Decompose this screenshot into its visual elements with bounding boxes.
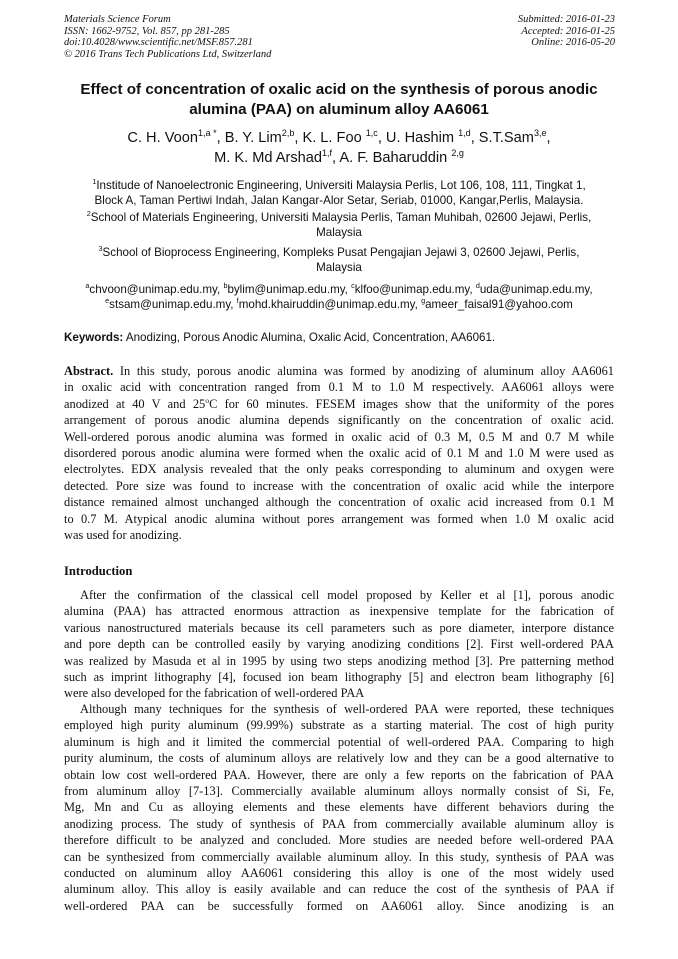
author-sup: 1,c bbox=[365, 128, 378, 139]
affiliation-1-line-1 bbox=[58, 178, 620, 193]
author-sup: 1,f bbox=[321, 148, 333, 159]
paragraph-line: therefore difficult to be analyzed and concluded. More studies are needed before well-ordered PAA bbox=[64, 833, 614, 848]
email-sup: e bbox=[105, 296, 110, 306]
affiliation-sup: 1 bbox=[92, 177, 97, 187]
author-name: , B. Y. Lim bbox=[216, 130, 282, 146]
author-sup: 2,g bbox=[451, 148, 464, 159]
abstract-line bbox=[64, 396, 614, 412]
paragraph-line: anodizing process. The study of synthesis of PAA from commercially available aluminum alloy is bbox=[64, 816, 614, 831]
submission-dates bbox=[518, 14, 615, 49]
email-link[interactable]: klfoo@unimap.edu.my, bbox=[354, 283, 476, 296]
abstract-text: anodized at 40 V and 25 bbox=[64, 396, 206, 411]
affiliation-sup: 2 bbox=[86, 209, 91, 219]
author-name: C. H. Voon bbox=[127, 130, 198, 146]
paragraph-line: After the confirmation of the classical cell model proposed by Keller et al [1], porous anodic bbox=[80, 588, 614, 602]
author-sup: 1,a * bbox=[197, 128, 217, 139]
author-separator: , bbox=[546, 130, 551, 146]
author-name: , U. Hashim bbox=[377, 130, 459, 146]
affiliation-text: School of Bioprocess Engineering, Kompleks Pusat Pengajian Jejawi 3, 02600 Jejawi, Perlis, bbox=[102, 246, 580, 259]
abstract-line: was used for anodizing. bbox=[64, 528, 182, 543]
degree-sup: o bbox=[205, 395, 210, 405]
title-line-1: Effect of concentration of oxalic acid on the synthesis of porous anodic bbox=[80, 81, 598, 98]
abstract bbox=[64, 363, 614, 543]
paragraph-line: were also developed for the fabrication of well-ordered PAA bbox=[64, 686, 365, 701]
paragraph-line: Although many techniques for the synthesis of well-ordered PAA were reported, these techniques bbox=[80, 702, 614, 716]
abstract-line: Well-ordered porous anodic alumina was formed in oxalic acid of 0.3 M, 0.5 M and 0.7 M while bbox=[64, 429, 614, 444]
journal-doi: doi:10.4028/www.scientific.net/MSF.857.281 bbox=[64, 37, 253, 49]
paragraph-line: was realized by Masuda et al in 1995 by using two steps anodizing method [3]. Pre patterning method bbox=[64, 653, 614, 668]
intro-paragraph-2 bbox=[64, 701, 614, 914]
keywords-text: Anodizing, Porous Anodic Alumina, Oxalic Acid, Concentration, AA6061. bbox=[123, 331, 496, 344]
abstract-line: arrangement of porous anodic alumina depends significantly on the concentration of oxalic acid. bbox=[64, 413, 614, 428]
affiliation-2-line-2: Malaysia bbox=[316, 226, 362, 239]
author-list bbox=[40, 128, 638, 168]
email-link[interactable]: uda@unimap.edu.my, bbox=[479, 283, 593, 296]
author-line-1 bbox=[40, 128, 638, 148]
abstract-line: disordered porous anodic alumina were formed when the oxalic acid of 0.1 M and 1.0 M were used as bbox=[64, 446, 614, 461]
keywords-label: Keywords: bbox=[64, 331, 124, 344]
paper-title bbox=[40, 80, 638, 120]
affiliation-3-line-2: Malaysia bbox=[316, 261, 362, 274]
email-sup: b bbox=[223, 281, 228, 291]
paragraph-line: from aluminum alloy [7-13]. Commercially available aluminum alloys normally consist of Si, Fe, bbox=[64, 784, 614, 799]
email-sup: d bbox=[475, 281, 480, 291]
keywords bbox=[64, 331, 495, 345]
email-link[interactable]: mohd.khairuddin@unimap.edu.my, bbox=[238, 298, 422, 311]
email-list bbox=[40, 282, 638, 312]
affiliation-1-line-2: Block A, Taman Pertiwi Indah, Jalan Kangar-Alor Setar, Seriab, 01000, Kangar,Perlis, Malaysia. bbox=[94, 194, 584, 207]
affiliation-text: Institude of Nanoelectronic Engineering, Universiti Malaysia Perlis, Lot 106, 108, 111, Tingkat 1, bbox=[96, 179, 586, 192]
email-link[interactable]: chvoon@unimap.edu.my, bbox=[89, 283, 224, 296]
author-name: , A. F. Baharuddin bbox=[332, 150, 452, 166]
online-date: Online: 2016-05-20 bbox=[531, 37, 615, 49]
author-sup: 1,d bbox=[458, 128, 471, 139]
author-sup: 3,e bbox=[533, 128, 547, 139]
abstract-line: in oxalic acid with concentration ranged from 0.1 M to 1.0 M respectively. AA6061 alloys were bbox=[64, 380, 614, 395]
affiliation-3-line-1 bbox=[58, 245, 620, 260]
paragraph-line: employed high purity aluminum (99.99%) substrate as a starting material. The cost of high purity bbox=[64, 718, 614, 733]
author-line-2 bbox=[40, 148, 638, 168]
paragraph-line: aluminum is high and it limited the commercial potential of well-ordered PAA. Comparing to high bbox=[64, 734, 614, 749]
journal-info bbox=[64, 14, 271, 60]
email-sup: g bbox=[421, 296, 426, 306]
affiliation-1 bbox=[58, 178, 620, 208]
abstract-line: to 0.7 M. Atypical anodic alumina without pores arrangement was formed when 1.0 M oxalic acid bbox=[64, 511, 614, 526]
abstract-line bbox=[64, 363, 614, 379]
submitted-date: Submitted: 2016-01-23 bbox=[517, 14, 615, 25]
paragraph-line: well-ordered PAA can be successfully formed on AA6061 alloy. Since anodizing is an bbox=[64, 898, 614, 913]
affiliation-2-line-1 bbox=[58, 210, 620, 225]
paragraph-line: Mg, Mn and Cu as alloying elements and these elements have different behaviors during the bbox=[64, 800, 614, 815]
affiliation-2 bbox=[58, 210, 620, 240]
author-name: M. K. Md Arshad bbox=[214, 150, 322, 166]
email-link[interactable]: ameer_faisal91@yahoo.com bbox=[425, 298, 573, 311]
email-sup: c bbox=[351, 281, 355, 291]
paragraph-line: conducted on aluminum alloy AA6061 considering this alloy is one of the most widely used bbox=[64, 866, 614, 881]
paragraph-line: various nanostructured materials because its cell parameters such as pore diameter, interpore distance bbox=[64, 620, 614, 635]
journal-name: Materials Science Forum bbox=[64, 14, 171, 25]
email-sup: f bbox=[236, 296, 239, 306]
abstract-label: Abstract. bbox=[64, 364, 114, 378]
paragraph-line: can be synthesized from commercially available aluminum alloy. In this study, synthesis of PAA was bbox=[64, 849, 614, 864]
abstract-text: C for 60 minutes. FESEM images show that the uniformity of the pores bbox=[209, 396, 614, 411]
journal-copyright: © 2016 Trans Tech Publications Ltd, Switzerland bbox=[64, 48, 272, 60]
abstract-text: In this study, porous anodic alumina was formed by anodizing of aluminum alloy AA6061 bbox=[113, 364, 614, 378]
author-name: , S.T.Sam bbox=[470, 130, 534, 146]
paragraph-line: such as imprint lithography [4], focused ion beam lithography [5] and electron beam lithography [6] bbox=[64, 670, 614, 685]
accepted-date: Accepted: 2016-01-25 bbox=[521, 25, 615, 37]
affiliation-3 bbox=[58, 245, 620, 275]
section-heading-introduction: Introduction bbox=[64, 564, 133, 578]
author-sup: 2,b bbox=[281, 128, 295, 139]
paragraph-line: aluminum alloy. This alloy is easily available and can reduce the cost of the synthesis of PAA if bbox=[64, 882, 614, 897]
journal-issn: ISSN: 1662-9752, Vol. 857, pp 281-285 bbox=[64, 25, 230, 37]
title-line-2: alumina (PAA) on aluminum alloy AA6061 bbox=[189, 101, 489, 118]
abstract-line: detected. Pore size was found to increase with the concentration of oxalic acid while the interpore bbox=[64, 478, 614, 493]
affiliation-text: School of Materials Engineering, Universiti Malaysia Perlis, Taman Muhibah, 02600 Jejawi, Perlis, bbox=[90, 211, 592, 224]
paragraph-line: alumina (PAA) has attracted enormous attraction as inexpensive template for the fabrication of bbox=[64, 604, 614, 619]
email-link[interactable]: stsam@unimap.edu.my, bbox=[109, 298, 237, 311]
affiliation-sup: 3 bbox=[98, 244, 103, 254]
abstract-line: electrolytes. EDX analysis revealed that the only peaks corresponding to aluminum and oxygen were bbox=[64, 462, 614, 477]
abstract-line: distance remained almost unchanged although the concentration of oxalic acid increased from 0.1 M bbox=[64, 495, 614, 510]
email-sup: a bbox=[85, 281, 90, 291]
email-line-1 bbox=[40, 282, 638, 297]
email-line-2 bbox=[40, 297, 638, 312]
paragraph-line: and pore depth can be controlled easily by varying anodizing conditions [2]. First well-ordered PAA bbox=[64, 637, 614, 652]
paragraph-line: purity aluminum, the costs of aluminum alloys are relatively low and they can be a good alternative to bbox=[64, 751, 614, 766]
intro-paragraph-1 bbox=[64, 587, 614, 702]
author-name: , K. L. Foo bbox=[294, 130, 366, 146]
paragraph-line: obtain low cost well-ordered PAA. However, there are only a few reports on the fabrication of PAA bbox=[64, 767, 614, 782]
email-link[interactable]: bylim@unimap.edu.my, bbox=[227, 283, 352, 296]
